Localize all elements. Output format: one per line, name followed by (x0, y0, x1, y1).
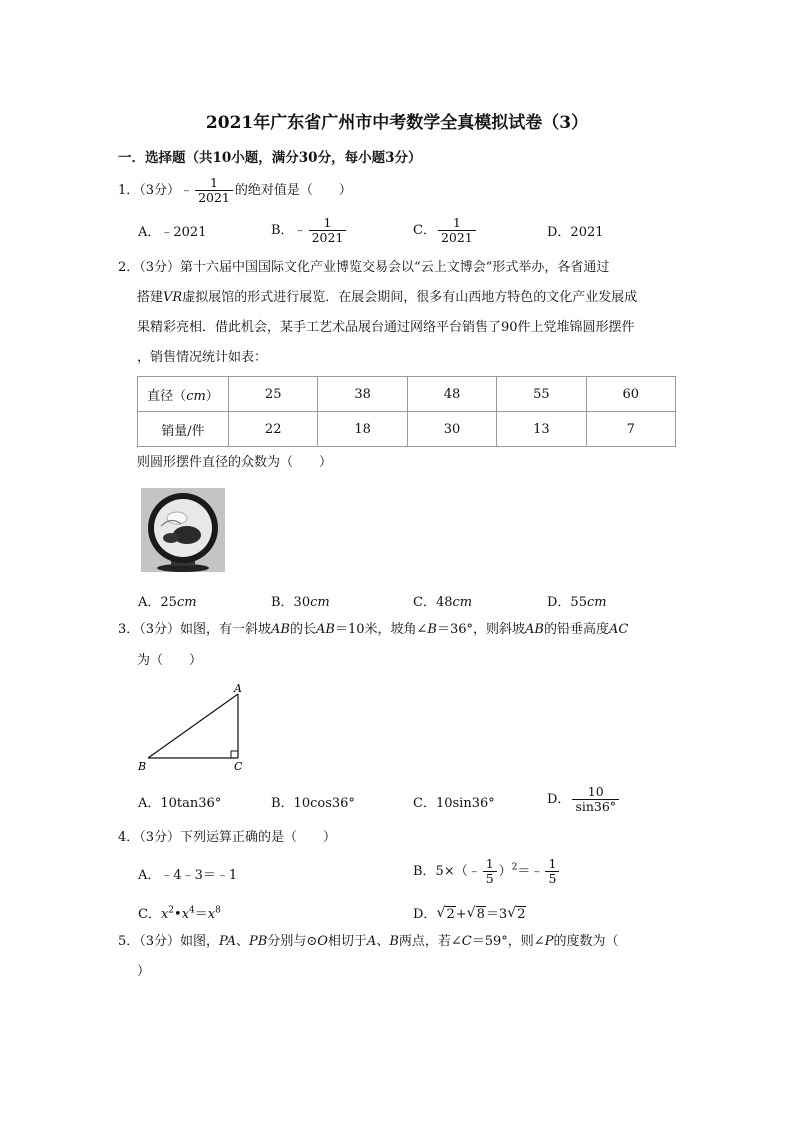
q2-c-unit: cm (452, 595, 473, 610)
q4-line: 4．（3分）下列运算正确的是（ ） (118, 830, 337, 845)
q5-p: P (544, 934, 554, 949)
q1-option-b[interactable] (271, 216, 348, 245)
right-angle-mark (231, 751, 238, 758)
q4-b-exponent: 2 (511, 862, 518, 873)
q4-b-frac (483, 857, 497, 886)
q1-frac-den: 2021 (195, 190, 233, 205)
q3-ac: AC (608, 622, 629, 637)
q4-option-a[interactable]: A．﹣4﹣3＝﹣1 (138, 868, 238, 883)
diameter-label: 直径（ (147, 388, 187, 404)
q5-a: A (366, 934, 377, 949)
q4-d-rad3: 2 (517, 907, 526, 922)
table-cell: 48 (407, 377, 496, 412)
table-row (138, 377, 676, 412)
q1-b-den: 2021 (309, 230, 347, 245)
q3-option-d[interactable] (547, 785, 621, 814)
table-cell: 55 (497, 377, 586, 412)
q2-line2-a: 搭建 (137, 290, 164, 305)
q2-option-c[interactable] (413, 591, 472, 610)
q4-d-rad2: 8 (476, 907, 485, 922)
q3-line-2: 为（ ） (137, 653, 203, 668)
vertex-b-label: B (138, 760, 147, 773)
q5-line-1 (118, 933, 618, 951)
table-row (138, 412, 676, 447)
table-cell: 22 (229, 412, 318, 447)
table-cell: 60 (586, 377, 675, 412)
q2-option-a[interactable] (138, 591, 197, 610)
q2-option-d[interactable] (547, 591, 607, 610)
q3-text-a: 3．（3分）如图，有一斜坡 (118, 622, 272, 637)
diameter-label-close: ） (205, 388, 219, 404)
table-header-sales: 销量/件 (138, 412, 229, 447)
q2-line-2 (137, 289, 637, 307)
page-title: 2021年广东省广州市中考数学全真模拟试卷（3） (205, 113, 589, 133)
sales-table (137, 376, 676, 447)
q3-text-d: ＝36°，则斜坡 (436, 622, 526, 637)
table-header-diameter (138, 377, 229, 412)
q2-option-b[interactable] (271, 591, 330, 610)
q3-option-a[interactable]: A．10tan36° (138, 796, 222, 811)
q4-option-c[interactable] (138, 903, 221, 922)
q4-c-label: C． (138, 907, 161, 922)
section-heading: 一．选择题（共10小题，满分30分，每小题3分） (118, 150, 422, 166)
q4-c-equals: ＝ (194, 907, 208, 922)
q5-text-a: 5．（3分）如图， (118, 934, 220, 949)
q4-b-den: 5 (483, 871, 497, 886)
q4-b-equals: ＝﹣ (517, 864, 544, 879)
q1-c-label: C． (413, 223, 436, 238)
q5-sep: 、 (236, 934, 250, 949)
q4-option-b[interactable] (413, 857, 561, 886)
vertex-c-label: C (234, 760, 243, 773)
q5-pb: PB (249, 934, 268, 949)
q2-c-text: C．48 (413, 595, 453, 610)
q1-c-fraction (438, 216, 476, 245)
q4-c-x1: x (160, 907, 169, 922)
q4-d-equals: ＝3 (485, 907, 508, 922)
table-cell: 7 (586, 412, 675, 447)
q5-o: O (317, 934, 328, 949)
q2-b-text: B．30 (271, 595, 311, 610)
q4-option-d[interactable] (413, 903, 526, 922)
q5-text-f: 的度数为（ (553, 934, 619, 949)
q2-d-text: D．55 (547, 595, 587, 610)
q3-d-num: 10 (587, 784, 604, 799)
q3-text-c: ＝10米，坡角∠ (334, 622, 428, 637)
q1-minus: ﹣ (180, 183, 194, 198)
q5-pa: PA (219, 934, 236, 949)
q1-b-minus: ﹣ (293, 223, 307, 238)
q4-b-paren: ） (498, 864, 512, 879)
q5-text-d: 两点，若∠ (398, 934, 462, 949)
q5-text-c: 相切于 (327, 934, 367, 949)
q2-line2-b: 虚拟展馆的形式进行展览．在展会期间，很多有山西地方特色的文化产业发展成 (182, 290, 638, 305)
q5-sep2: 、 (376, 934, 390, 949)
q1-frac-num: 1 (209, 175, 218, 190)
q2-line-3: 果精彩亮相．借此机会，某手工艺术品展台通过网络平台销售了90件上党堆锦圆形摆件 (137, 320, 635, 335)
q4-b-result-frac (545, 857, 559, 886)
q2-line-4: ，销售情况统计如表： (137, 350, 268, 365)
q4-b-result-num: 1 (548, 856, 557, 871)
sqrt-symbol (436, 907, 455, 922)
q2-vr: VR (163, 290, 183, 305)
q3-d-fraction (572, 785, 619, 814)
q4-c-x2: x (181, 907, 190, 922)
q4-c-exp1: 2 (168, 905, 175, 916)
q5-text-e: ＝59°，则∠ (471, 934, 545, 949)
q4-d-plus: + (455, 907, 467, 922)
q1-b-label: B． (271, 223, 294, 238)
table-cell: 38 (318, 377, 407, 412)
q4-c-exp3: 8 (215, 905, 221, 916)
q5-text-b: 分别与⊙ (267, 934, 318, 949)
q2-b-unit: cm (310, 595, 330, 610)
q1-b-num: 1 (323, 215, 332, 230)
q3-line-1 (118, 621, 628, 639)
q2-d-unit: cm (586, 595, 607, 610)
q3-ab-3: AB (525, 622, 544, 637)
q1-number: 1．（3分） (118, 183, 181, 198)
q1-c-den: 2021 (438, 230, 476, 245)
q3-ab-2: AB (316, 622, 335, 637)
sqrt-symbol (507, 907, 526, 922)
q2-a-unit: cm (176, 595, 197, 610)
q4-b-result-den: 5 (545, 871, 559, 886)
ornament-image (141, 488, 225, 572)
q3-option-c[interactable]: C．10sin36° (413, 796, 495, 811)
slope-triangle-figure (130, 680, 260, 780)
q3-ab-1: AB (271, 622, 290, 637)
q3-text-b: 的长 (290, 622, 317, 637)
q4-b-label: B．5×（﹣ (413, 864, 481, 879)
q5-b: B (389, 934, 399, 949)
q4-b-num: 1 (485, 856, 494, 871)
q1-option-a[interactable]: A．﹣2021 (138, 225, 207, 240)
vertex-a-label: A (234, 682, 242, 695)
q3-option-b[interactable]: B．10cos36° (271, 796, 355, 811)
q1-fraction (195, 176, 233, 205)
q2-line-1: 2．（3分）第十六届中国国际文化产业博览交易会以“云上文博会”形式举办，各省通过 (118, 260, 610, 275)
question-1 (118, 176, 352, 205)
table-cell: 18 (318, 412, 407, 447)
q1-option-d[interactable]: D．2021 (547, 225, 604, 240)
q2-question: 则圆形摆件直径的众数为（ ） (137, 455, 333, 470)
q1-b-fraction (309, 216, 347, 245)
q4-c-dot: • (174, 907, 182, 922)
q1-tail: 的绝对值是（ ） (234, 183, 352, 198)
q4-d-label: D． (413, 907, 437, 922)
table-cell: 30 (407, 412, 496, 447)
q1-option-c[interactable] (413, 216, 478, 245)
q2-a-text: A．25 (138, 595, 177, 610)
q1-c-num: 1 (452, 215, 461, 230)
q4-d-rad1: 2 (446, 907, 455, 922)
q5-c: C (461, 934, 472, 949)
table-cell: 25 (229, 377, 318, 412)
q4-c-exp2: 4 (189, 905, 195, 916)
q5-line-2: ） (137, 964, 151, 979)
q3-b: B (427, 622, 437, 637)
q3-text-e: 的铅垂高度 (543, 622, 609, 637)
side-ab (148, 694, 238, 758)
q3-d-den: sin36° (572, 799, 619, 814)
q3-d-label: D． (547, 792, 571, 807)
round-ornament-photo (141, 488, 225, 572)
table-cell: 13 (497, 412, 586, 447)
diameter-unit: cm (186, 388, 206, 404)
sqrt-symbol (467, 907, 486, 922)
q4-c-x3: x (207, 907, 216, 922)
